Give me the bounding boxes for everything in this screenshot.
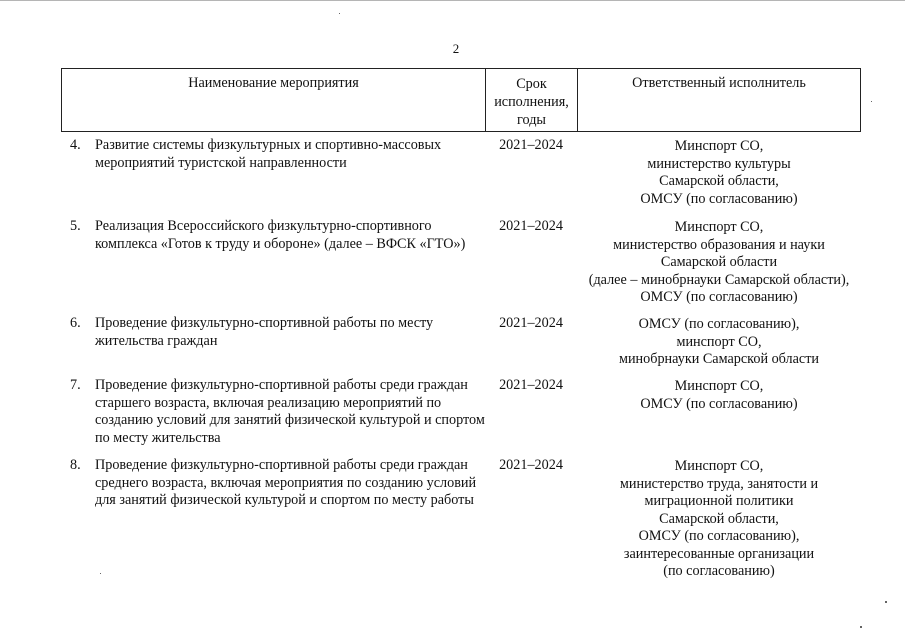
row-number: 6. — [70, 315, 81, 331]
executor-line: (далее – минобрнауки Самарской области), — [588, 271, 850, 288]
executor-line: министерство труда, занятости и — [619, 475, 819, 492]
executor-line: Самарской области, — [659, 173, 779, 189]
executor-line: Минспорт СО, — [674, 378, 764, 394]
row-event-name: Проведение физкультурно-спортивной работы среди граждан среднего возраста, включая мероприятия по созданию условий для занятий физической культурой и спортом по месту работы — [95, 457, 477, 508]
executor-line: министерство культуры — [647, 155, 791, 172]
executor-line: Минспорт СО, — [674, 458, 764, 474]
header-period-line: исполнения, — [494, 94, 569, 110]
scan-speck — [871, 101, 872, 102]
header-period — [486, 69, 578, 131]
executor-line: заинтересованные организации — [623, 545, 815, 562]
scan-speck — [885, 601, 887, 603]
executor-line: ОМСУ (по согласованию) — [640, 190, 798, 207]
executor-line: Самарской области, — [659, 510, 779, 527]
row-number: 7. — [70, 377, 81, 393]
row-period: 2021–2024 — [499, 457, 563, 473]
scan-speck — [100, 573, 101, 574]
header-event-name: Наименование мероприятия — [62, 69, 486, 131]
scan-speck — [339, 13, 340, 14]
executor-line: миграционной политики — [644, 493, 794, 509]
row-event-name: Проведение физкультурно-спортивной работы среди граждан старшего возраста, включая реализацию мероприятий по созданию условий для занятий физической культурой и спортом по месту жительства — [95, 377, 485, 446]
row-executor — [578, 377, 860, 413]
row-executor — [578, 137, 860, 208]
executor-line: министерство образования и науки — [613, 236, 825, 253]
row-period: 2021–2024 — [499, 315, 563, 331]
executor-line: (по согласованию) — [663, 563, 775, 579]
row-number: 4. — [70, 137, 81, 153]
row-event-name: Проведение физкультурно-спортивной работы по месту жительства граждан — [95, 315, 434, 349]
header-period-line: годы — [517, 112, 546, 128]
executor-line: ОМСУ (по согласованию), — [638, 316, 800, 332]
row-number: 8. — [70, 457, 81, 473]
executor-line: Минспорт СО, — [674, 138, 764, 154]
page-number: 2 — [452, 41, 460, 56]
executor-line: ОМСУ (по согласованию) — [640, 289, 798, 305]
row-executor — [578, 315, 860, 369]
row-executor — [578, 457, 860, 581]
header-period-line: Срок — [516, 76, 547, 92]
executor-line: ОМСУ (по согласованию) — [640, 395, 798, 412]
row-period: 2021–2024 — [499, 218, 563, 234]
row-event-name: Развитие системы физкультурных и спортивно-массовых мероприятий туристской направленности — [95, 137, 442, 171]
scan-speck — [860, 626, 862, 628]
row-period: 2021–2024 — [499, 137, 563, 153]
executor-line: Самарской области — [660, 254, 778, 270]
executor-line: минобрнауки Самарской области — [618, 351, 820, 367]
executor-line: Минспорт СО, — [674, 219, 764, 235]
executor-line: ОМСУ (по согласованию), — [638, 528, 800, 544]
row-event-name: Реализация Всероссийского физкультурно-спортивного комплекса «Готов к труду и обороне» (далее – ВФСК «ГТО») — [95, 218, 466, 252]
table-header — [61, 68, 861, 132]
executor-line: минспорт СО, — [676, 333, 762, 350]
row-number: 5. — [70, 218, 81, 234]
row-period: 2021–2024 — [499, 377, 563, 393]
page-top-edge — [0, 0, 905, 1]
row-executor — [578, 218, 860, 307]
header-executor: Ответственный исполнитель — [632, 75, 806, 91]
